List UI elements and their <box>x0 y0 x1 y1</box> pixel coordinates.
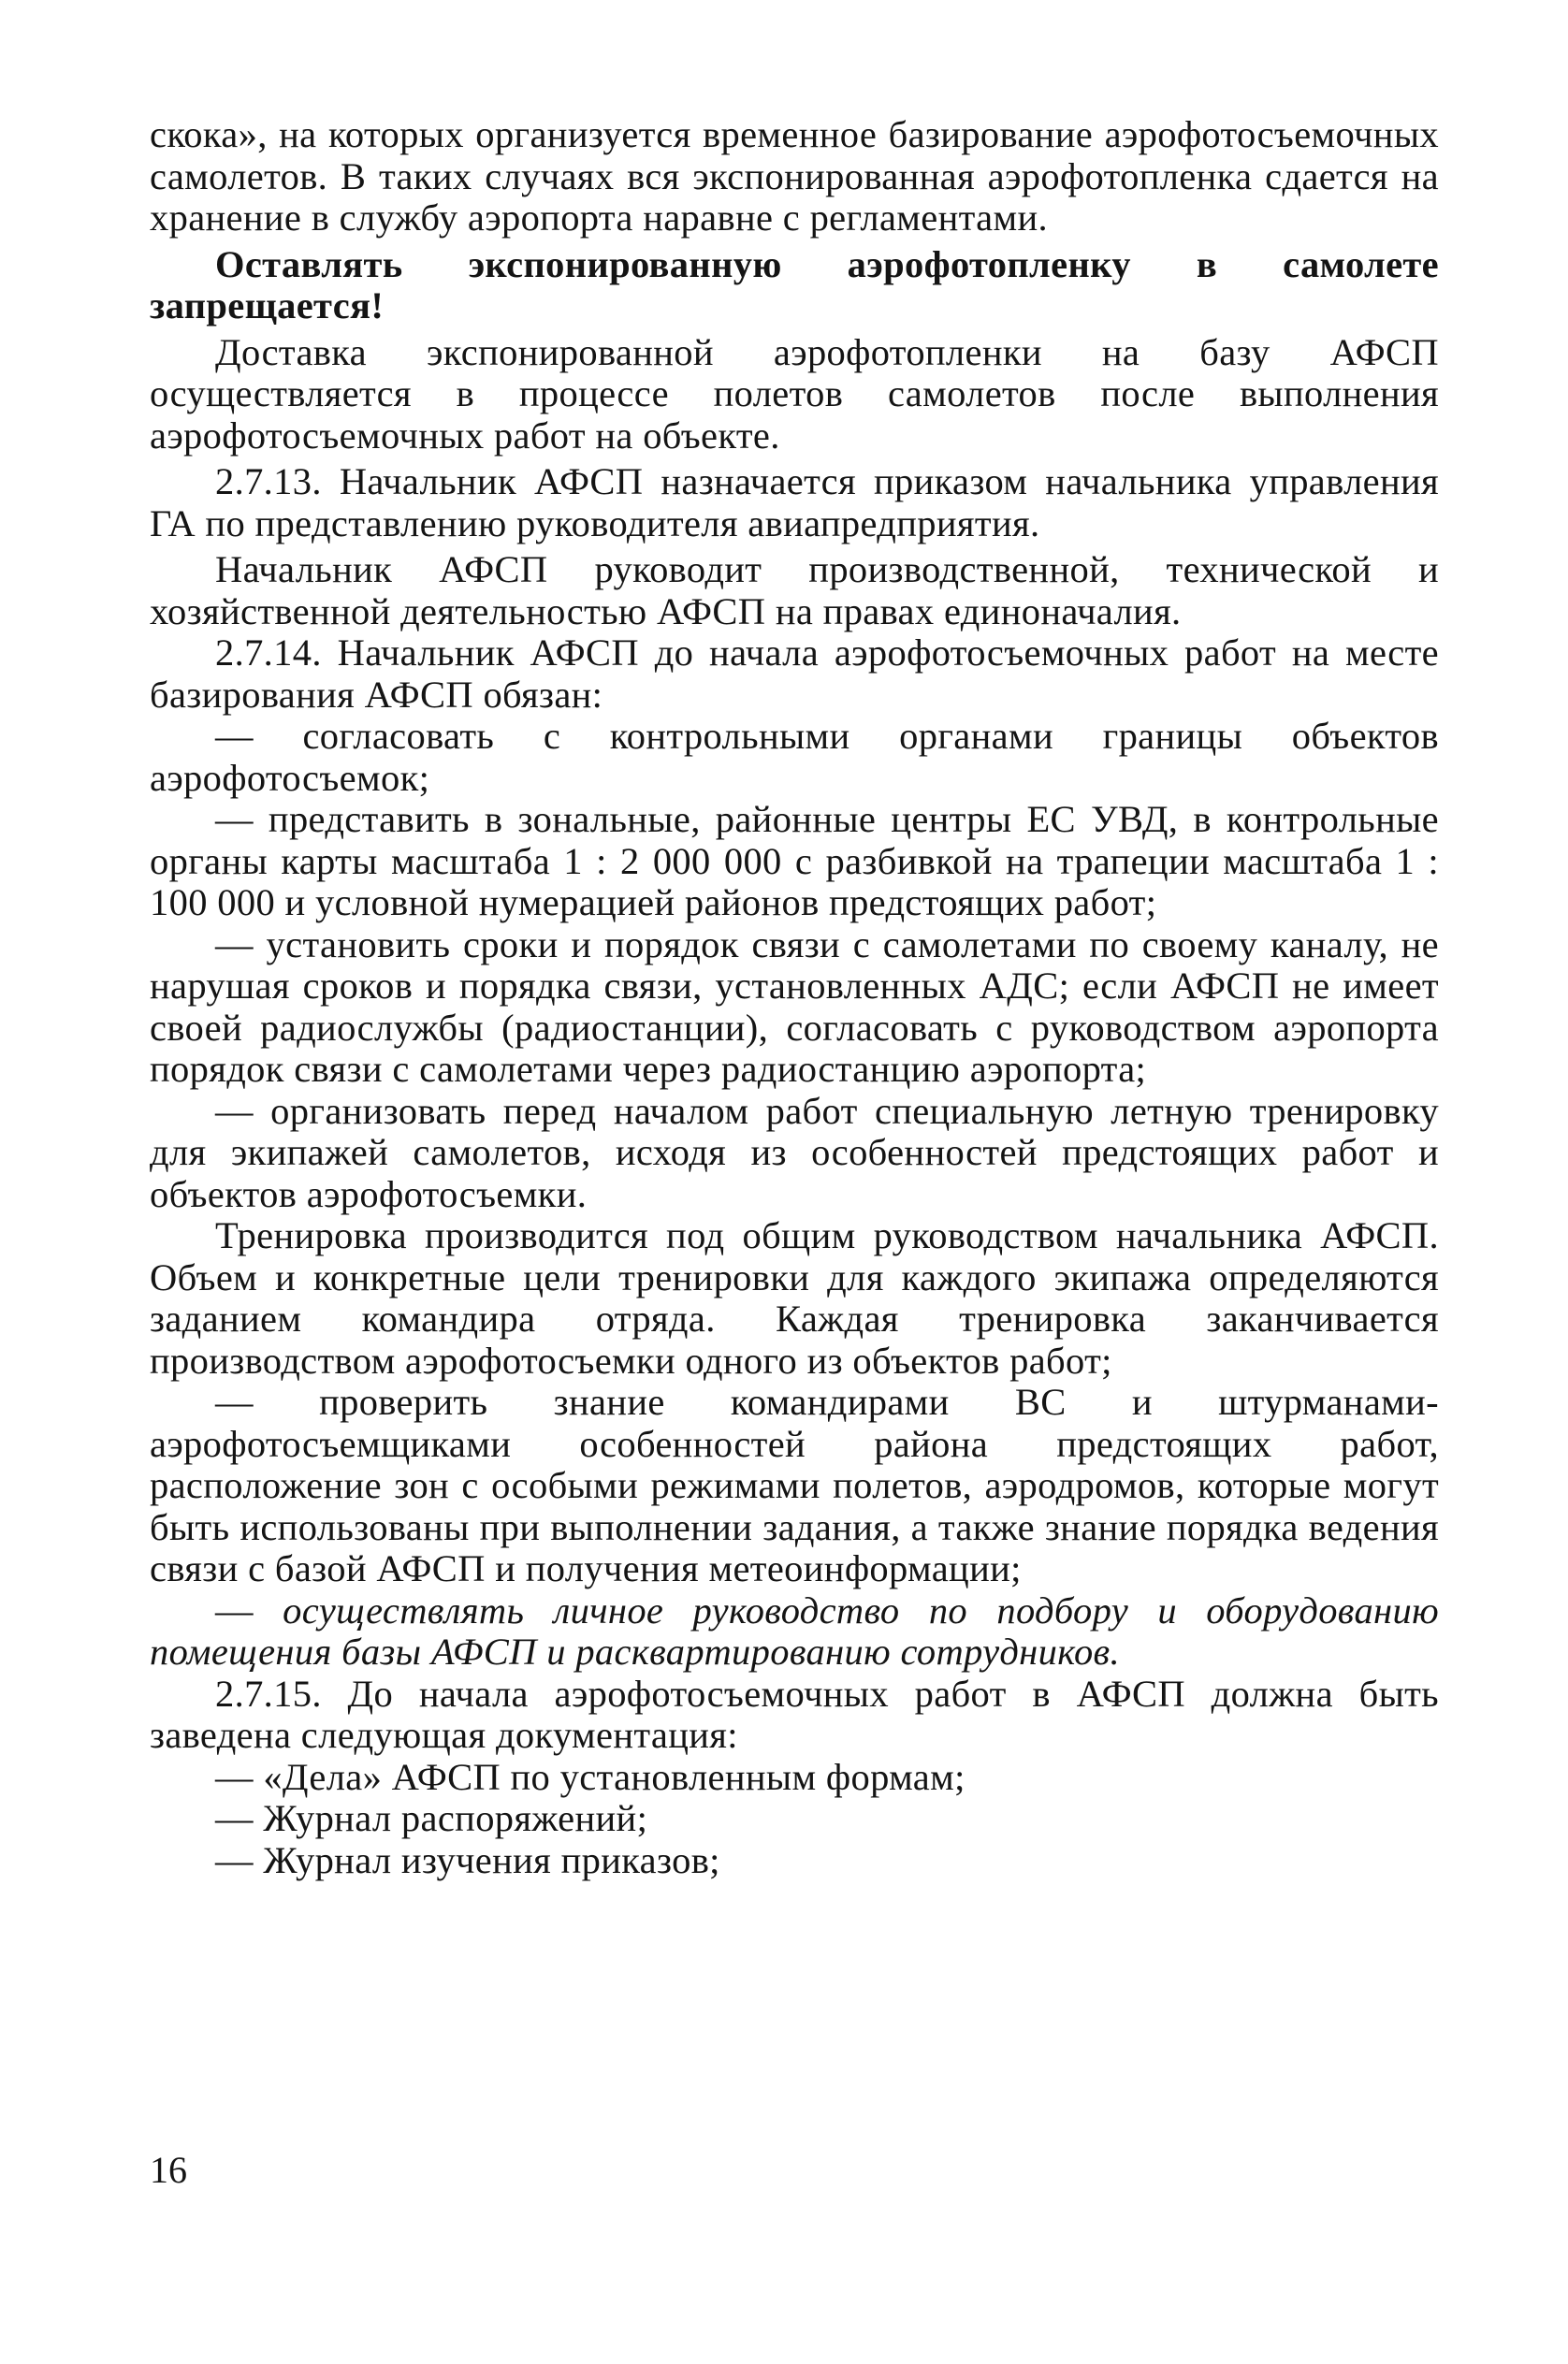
paragraph-training: Тренировка производится под общим руководством начальника АФСП. Объем и конкретные цели тренировки для каждого экипажа определяются заданием командира отряда. Каждая тренировка заканчивается производством аэрофотосъемки одного из объектов работ; <box>150 1214 1439 1382</box>
paragraph-2-7-13: 2.7.13. Начальник АФСП назначается приказом начальника управления ГА по представлению руководителя авиапредприятия. <box>150 460 1439 544</box>
list-item-coordinate-boundaries: — согласовать с контрольными органами границы объектов аэрофотосъемок; <box>150 715 1439 799</box>
page-body <box>150 114 1439 1881</box>
list-item-orders-journal: — Журнал распоряжений; <box>215 1797 648 1839</box>
paragraph-2-7-15: 2.7.15. До начала аэрофотосъемочных работ в АФСП должна быть заведена следующая документация: <box>150 1672 1439 1756</box>
paragraph-chief-duties: Начальник АФСП руководит производственной, технической и хозяйственной деятельностью АФСП на правах единоначалия. <box>150 548 1439 632</box>
list-dash: — <box>215 1588 283 1632</box>
paragraph-warning: Оставлять экспонированную аэрофотопленку в самолете запрещается! <box>150 242 1439 326</box>
paragraph-continuation: скока», на которых организуется временное базирование аэрофотосъемочных самолетов. В таких случаях вся экспонированная аэрофотопленка сдается на хранение в службу аэропорта наравне с регламентами. <box>150 113 1439 239</box>
list-item-orders-study-journal: — Журнал изучения приказов; <box>215 1838 720 1881</box>
page-number: 16 <box>150 2149 187 2191</box>
list-item-check-knowledge: — проверить знание командирами ВС и штурманами-аэрофотосъемщиками особенностей района предстоящих работ, расположение зон с особыми режимами полетов, аэродромов, которые могут быть использованы при выполнении задания, а также знание порядка ведения связи с базой АФСП и получения метеоинформации; <box>150 1381 1439 1589</box>
list-item-organize-training: — организовать перед началом работ специальную летную тренировку для экипажей самолетов, исходя из особенностей предстоящих работ и объектов аэрофотосъемки. <box>150 1089 1439 1215</box>
paragraph-2-7-14: 2.7.14. Начальник АФСП до начала аэрофотосъемочных работ на месте базирования АФСП обязан: <box>150 631 1439 716</box>
list-item-personal-guidance-text: осуществлять личное руководство по подбору и оборудованию помещения базы АФСП и расквартированию сотрудников. <box>150 1588 1440 1673</box>
list-item-set-communication: — установить сроки и порядок связи с самолетами по своему каналу, не нарушая сроков и порядка связи, установленных АДС; если АФСП не имеет своей радиослужбы (радиостанции), согласовать с руководством аэропорта порядок связи с самолетами через радиостанцию аэропорта; <box>150 922 1439 1090</box>
list-item-submit-maps: — представить в зональные, районные центры ЕС УВД, в контрольные органы карты масштаба 1 : 2 000 000 с разбивкой на трапеции масштаба 1 : 100 000 и условной нумерацией районов предстоящих работ; <box>150 798 1439 923</box>
list-item-personal-guidance <box>150 1590 1439 1674</box>
list-item-cases: — «Дела» АФСП по установленным формам; <box>215 1755 965 1798</box>
paragraph-delivery: Доставка экспонированной аэрофотопленки на базу АФСП осуществляется в процессе полетов самолетов после выполнения аэрофотосъемочных работ на объекте. <box>150 330 1439 457</box>
